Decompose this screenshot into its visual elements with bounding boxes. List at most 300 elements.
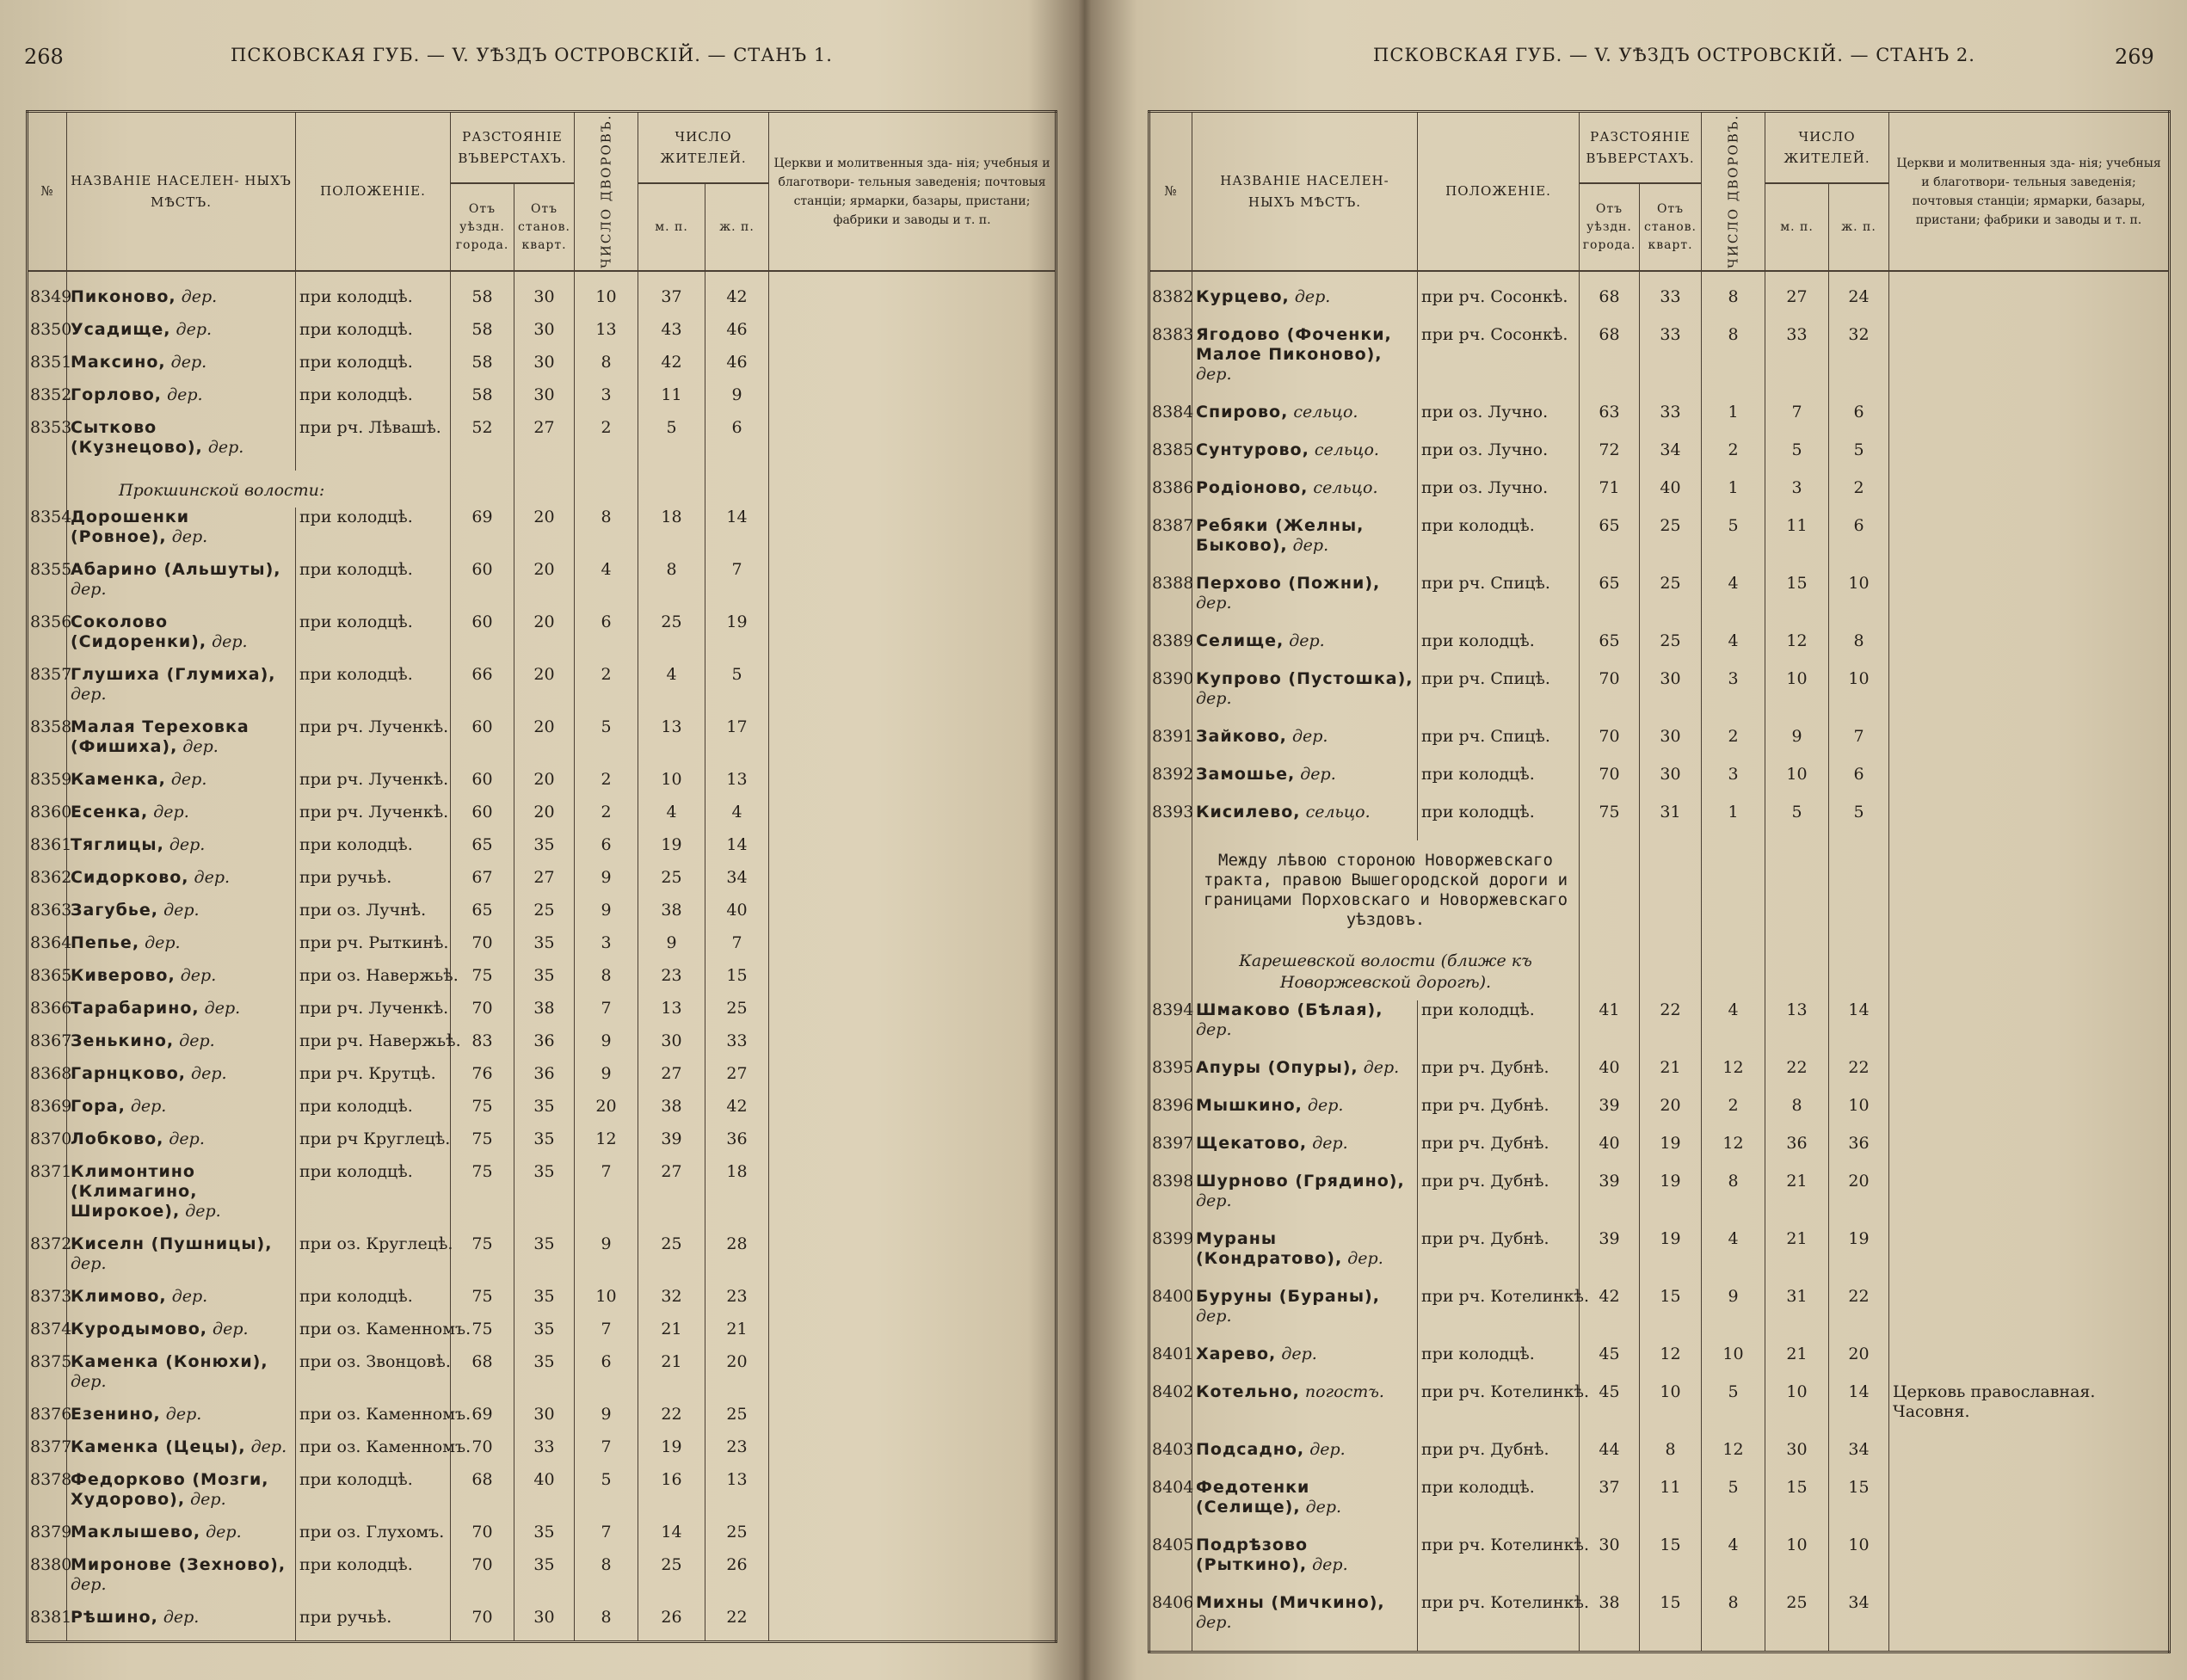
churches-note <box>769 717 1057 770</box>
place-name <box>67 508 296 560</box>
female-count: 34 <box>705 868 769 901</box>
place-name <box>67 612 296 665</box>
churches-note <box>1889 1229 2170 1287</box>
female-count: 10 <box>1829 1535 1889 1593</box>
yards-count: 8 <box>1702 1172 1765 1229</box>
settlement-kind: дер. <box>1196 365 1232 385</box>
female-count: 22 <box>1829 1058 1889 1096</box>
male-count: 3 <box>1765 478 1829 516</box>
settlement-kind: дер. <box>176 320 213 340</box>
distance-stan: 20 <box>1640 1096 1702 1134</box>
female-count: 14 <box>1829 1000 1889 1058</box>
churches-note <box>769 868 1057 901</box>
male-count: 16 <box>638 1470 705 1523</box>
place-name-text: Климово, <box>71 1287 167 1307</box>
yards-count: 20 <box>575 1097 638 1129</box>
position: при оз. Лучнѣ. <box>296 901 451 933</box>
distance-stan: 20 <box>514 612 575 665</box>
yards-count: 1 <box>1702 403 1765 440</box>
yards-count: 8 <box>575 966 638 999</box>
distance-town: 44 <box>1580 1440 1640 1478</box>
row-number: 8362 <box>30 868 72 888</box>
place-name <box>67 1129 296 1162</box>
place-name-text: Михны (Мичкино), <box>1196 1593 1385 1613</box>
female-count: 42 <box>705 271 769 320</box>
col-header-from-stan: Отъ станов. кварт. <box>514 183 575 271</box>
distance-stan: 25 <box>1640 574 1702 631</box>
settlement-kind: дер. <box>1305 1498 1342 1517</box>
row-number <box>1149 840 1192 1000</box>
female-count: 46 <box>705 320 769 353</box>
settlement-kind: дер. <box>1289 631 1325 651</box>
place-name-text: Ягодово (Фоченки, Малое Пиконово), <box>1196 325 1392 365</box>
row-number: 8392 <box>1152 765 1194 785</box>
place-name <box>1192 1134 1418 1172</box>
place-name-text: Котельно, <box>1196 1382 1300 1402</box>
row-number: 8383 <box>1152 325 1194 345</box>
settlement-kind: дер. <box>212 632 248 652</box>
churches-note <box>769 385 1057 418</box>
distance-stan: 33 <box>1640 271 1702 325</box>
empty-cell <box>1149 1651 1192 1652</box>
row-number: 8370 <box>30 1129 72 1149</box>
female-count: 19 <box>705 612 769 665</box>
distance-stan: 20 <box>514 803 575 835</box>
yards-count: 3 <box>575 933 638 966</box>
yards-count: 7 <box>575 999 638 1031</box>
empty-cell <box>575 1640 638 1642</box>
table-row <box>28 1437 1057 1470</box>
yards-count: 8 <box>1702 325 1765 403</box>
distance-town: 65 <box>1580 574 1640 631</box>
distance-town: 41 <box>1580 1000 1640 1058</box>
row-number: 8386 <box>1152 478 1194 498</box>
female-count: 25 <box>705 999 769 1031</box>
row-number: 8364 <box>30 933 72 953</box>
position: при оз. Каменномъ. <box>296 1437 451 1470</box>
place-name-text: Киверово, <box>71 966 176 986</box>
table-row <box>1149 727 2170 765</box>
position: при оз. Лучно. <box>1418 440 1580 478</box>
place-name <box>1192 325 1418 403</box>
table-row <box>28 1470 1057 1523</box>
distance-stan: 38 <box>514 999 575 1031</box>
female-count: 40 <box>705 901 769 933</box>
distance-town: 65 <box>451 835 514 868</box>
distance-town: 45 <box>1580 1345 1640 1382</box>
table-row <box>28 1162 1057 1234</box>
female-count: 27 <box>705 1064 769 1097</box>
distance-town: 68 <box>1580 325 1640 403</box>
place-name <box>67 353 296 385</box>
row-number: 8398 <box>1152 1172 1194 1191</box>
row-number: 8395 <box>1152 1058 1194 1078</box>
position: при колодцѣ. <box>296 271 451 320</box>
table-row <box>28 320 1057 353</box>
distance-town: 70 <box>451 1437 514 1470</box>
female-count: 14 <box>1829 1382 1889 1440</box>
distance-stan: 35 <box>514 1234 575 1287</box>
place-name-text: Гарнцково, <box>71 1064 186 1084</box>
female-count: 6 <box>1829 765 1889 803</box>
col-header-male: м. п. <box>1765 183 1829 271</box>
row-number <box>28 471 67 508</box>
distance-stan: 27 <box>514 868 575 901</box>
place-name <box>67 999 296 1031</box>
female-count: 15 <box>705 966 769 999</box>
place-name <box>1192 1478 1418 1535</box>
female-count: 20 <box>1829 1172 1889 1229</box>
male-count: 38 <box>638 901 705 933</box>
row-number: 8376 <box>30 1405 72 1425</box>
position: при рч. Навержьѣ. <box>296 1031 451 1064</box>
place-name-text: Куродымово, <box>71 1320 207 1339</box>
male-count: 21 <box>1765 1345 1829 1382</box>
row-number: 8349 <box>30 287 72 307</box>
place-name <box>67 1437 296 1470</box>
yards-count: 2 <box>575 418 638 471</box>
male-count: 33 <box>1765 325 1829 403</box>
settlement-kind: дер. <box>250 1437 287 1457</box>
yards-count: 4 <box>1702 1000 1765 1058</box>
distance-town: 60 <box>451 770 514 803</box>
distance-stan: 20 <box>514 508 575 560</box>
female-count: 22 <box>1829 1287 1889 1345</box>
place-name-text: Горлово, <box>71 385 163 405</box>
distance-town: 83 <box>451 1031 514 1064</box>
female-count: 8 <box>1829 631 1889 669</box>
position: при рч Круглецѣ. <box>296 1129 451 1162</box>
distance-town: 39 <box>1580 1096 1640 1134</box>
table-row <box>28 508 1057 560</box>
row-number: 8404 <box>1152 1478 1194 1498</box>
distance-stan: 40 <box>514 1470 575 1523</box>
distance-stan: 35 <box>514 933 575 966</box>
right-page <box>1117 0 2187 1680</box>
col-header-position: ПОЛОЖЕНІЕ. <box>1418 112 1580 272</box>
place-name-text: Мураны (Кондратово), <box>1196 1229 1343 1269</box>
distance-stan: 15 <box>1640 1593 1702 1651</box>
col-header-name: НАЗВАНІЕ НАСЕЛЕН- НЫХЪ МѢСТЪ. <box>1192 112 1418 272</box>
distance-town: 70 <box>451 1608 514 1640</box>
distance-stan: 30 <box>514 385 575 418</box>
male-count: 37 <box>638 271 705 320</box>
churches-note <box>769 1162 1057 1234</box>
distance-stan: 35 <box>514 835 575 868</box>
place-name-text: Родіоново, <box>1196 478 1309 498</box>
churches-note <box>1889 1440 2170 1478</box>
male-count: 25 <box>638 612 705 665</box>
register-body-left <box>28 271 1057 1642</box>
yards-count: 5 <box>1702 1382 1765 1440</box>
settlement-kind: дер. <box>1347 1249 1383 1269</box>
position: при колодцѣ. <box>296 1162 451 1234</box>
place-name-text: Замошье, <box>1196 765 1296 785</box>
distance-stan: 20 <box>514 665 575 717</box>
place-name-text: Тарабарино, <box>71 999 200 1018</box>
settlement-kind: дер. <box>171 527 208 547</box>
female-count: 26 <box>705 1555 769 1608</box>
place-name <box>67 1162 296 1234</box>
female-count: 7 <box>705 933 769 966</box>
yards-count: 10 <box>575 271 638 320</box>
table-row <box>28 1064 1057 1097</box>
row-number: 8356 <box>30 612 72 632</box>
yards-count: 9 <box>575 1405 638 1437</box>
table-row <box>28 385 1057 418</box>
yards-count: 12 <box>1702 1440 1765 1478</box>
table-row <box>28 1608 1057 1640</box>
settlement-kind: дер. <box>213 1320 249 1339</box>
female-count: 19 <box>1829 1229 1889 1287</box>
row-number: 8365 <box>30 966 72 986</box>
table-row <box>28 1523 1057 1555</box>
female-count: 14 <box>705 508 769 560</box>
female-count: 46 <box>705 353 769 385</box>
position: при рч. Спицѣ. <box>1418 669 1580 727</box>
yards-count: 6 <box>575 1352 638 1405</box>
distance-stan: 30 <box>1640 765 1702 803</box>
position: при рч. Лученкѣ. <box>296 770 451 803</box>
male-count: 13 <box>1765 1000 1829 1058</box>
yards-count: 4 <box>575 560 638 612</box>
position: при колодцѣ. <box>1418 803 1580 840</box>
empty-cell <box>1418 1651 1580 1652</box>
empty-cell <box>638 1640 705 1642</box>
female-count: 22 <box>705 1608 769 1640</box>
churches-note <box>1889 403 2170 440</box>
row-number: 8368 <box>30 1064 72 1084</box>
place-name <box>1192 1345 1418 1382</box>
churches-note <box>1889 1535 2170 1593</box>
place-name <box>67 1523 296 1555</box>
position: при рч. Котелинкѣ. <box>1418 1382 1580 1440</box>
yards-count: 9 <box>1702 1287 1765 1345</box>
settlement-kind: сельцо. <box>1314 440 1379 460</box>
female-count: 23 <box>705 1437 769 1470</box>
male-count: 22 <box>1765 1058 1829 1096</box>
place-name <box>1192 1382 1418 1440</box>
yards-count: 2 <box>575 665 638 717</box>
female-count: 25 <box>705 1405 769 1437</box>
place-name-text: Рѣшино, <box>71 1608 158 1628</box>
distance-stan: 12 <box>1640 1345 1702 1382</box>
place-name <box>67 966 296 999</box>
empty-cell <box>705 471 769 508</box>
place-name <box>1192 1058 1418 1096</box>
row-number: 8380 <box>30 1555 72 1575</box>
female-count: 34 <box>1829 1593 1889 1651</box>
row-number: 8388 <box>1152 574 1194 594</box>
empty-cell <box>638 471 705 508</box>
place-name-text: Тяглицы, <box>71 835 164 855</box>
table-row <box>1149 478 2170 516</box>
settlement-kind: дер. <box>153 803 189 822</box>
distance-town: 30 <box>1580 1535 1640 1593</box>
yards-count: 8 <box>575 1555 638 1608</box>
table-row <box>1149 1382 2170 1440</box>
male-count: 30 <box>1765 1440 1829 1478</box>
row-number: 8361 <box>30 835 72 855</box>
settlement-kind: дер. <box>1312 1134 1348 1154</box>
female-count: 32 <box>1829 325 1889 403</box>
table-row <box>28 271 1057 320</box>
position: при рч. Лученкѣ. <box>296 803 451 835</box>
row-number: 8394 <box>1152 1000 1194 1020</box>
settlement-kind: дер. <box>71 1254 107 1274</box>
place-name <box>1192 765 1418 803</box>
position: при рч. Котелинкѣ. <box>1418 1535 1580 1593</box>
male-count: 11 <box>638 385 705 418</box>
place-name <box>1192 440 1418 478</box>
table-row <box>1149 516 2170 574</box>
settlement-kind: дер. <box>170 770 207 790</box>
empty-cell <box>1829 840 1889 1000</box>
empty-cell <box>1580 840 1640 1000</box>
place-name <box>67 933 296 966</box>
male-count: 5 <box>638 418 705 471</box>
settlement-kind: дер. <box>163 901 200 920</box>
churches-note <box>769 803 1057 835</box>
table-row <box>28 418 1057 471</box>
churches-note <box>769 1608 1057 1640</box>
churches-note <box>1889 631 2170 669</box>
position: при оз. Лучно. <box>1418 478 1580 516</box>
churches-note <box>1889 1478 2170 1535</box>
row-number: 8381 <box>30 1608 72 1628</box>
distance-stan: 31 <box>1640 803 1702 840</box>
churches-note <box>769 1437 1057 1470</box>
distance-town: 58 <box>451 271 514 320</box>
male-count: 21 <box>638 1352 705 1405</box>
place-name-text: Абарино (Альшуты), <box>71 560 281 580</box>
distance-stan: 36 <box>514 1064 575 1097</box>
distance-stan: 20 <box>514 717 575 770</box>
table-row <box>28 901 1057 933</box>
distance-town: 68 <box>1580 271 1640 325</box>
churches-note <box>769 1555 1057 1608</box>
row-number: 8355 <box>30 560 72 580</box>
volost-heading: Карешевской волости (ближе къ Новоржевской дорогѣ). <box>1239 951 1532 993</box>
table-row <box>1149 1134 2170 1172</box>
churches-note <box>769 1352 1057 1405</box>
boundary-heading-row <box>1149 840 2170 1000</box>
place-name-text: Федотенки (Селище), <box>1196 1478 1310 1517</box>
yards-count: 2 <box>575 770 638 803</box>
female-count: 9 <box>705 385 769 418</box>
settlement-kind: дер. <box>1196 689 1232 709</box>
table-row <box>28 1287 1057 1320</box>
table-row <box>28 1234 1057 1287</box>
place-name-text: Зайково, <box>1196 727 1287 747</box>
place-name <box>1192 1229 1418 1287</box>
distance-town: 71 <box>1580 478 1640 516</box>
settlement-kind: сельцо. <box>1313 478 1378 498</box>
table-row <box>1149 574 2170 631</box>
churches-note <box>1889 1096 2170 1134</box>
row-number: 8360 <box>30 803 72 822</box>
settlement-kind: дер. <box>130 1097 167 1117</box>
position: при колодцѣ. <box>1418 1345 1580 1382</box>
male-count: 4 <box>638 665 705 717</box>
distance-stan: 33 <box>1640 403 1702 440</box>
table-row <box>28 803 1057 835</box>
position: при рч. Котелинкѣ. <box>1418 1287 1580 1345</box>
male-count: 8 <box>638 560 705 612</box>
distance-stan: 34 <box>1640 440 1702 478</box>
male-count: 27 <box>1765 271 1829 325</box>
female-count: 33 <box>705 1031 769 1064</box>
yards-count: 5 <box>575 717 638 770</box>
settlement-kind: дер. <box>1363 1058 1400 1078</box>
place-name-text: Буруны (Бураны), <box>1196 1287 1380 1307</box>
yards-count: 6 <box>575 612 638 665</box>
register-table-right <box>1148 110 2171 1653</box>
female-count: 25 <box>705 1523 769 1555</box>
distance-stan: 30 <box>514 1608 575 1640</box>
empty-cell <box>514 471 575 508</box>
col-header-from-town: Отъ уѣздн. города. <box>451 183 514 271</box>
churches-note <box>1889 440 2170 478</box>
yards-count: 7 <box>575 1437 638 1470</box>
row-number: 8387 <box>1152 516 1194 536</box>
table-row <box>1149 1096 2170 1134</box>
row-number: 8354 <box>30 508 72 527</box>
table-row <box>28 1097 1057 1129</box>
row-number: 8369 <box>30 1097 72 1117</box>
place-name <box>1192 1096 1418 1134</box>
distance-stan: 19 <box>1640 1134 1702 1172</box>
position: при оз. Каменномъ. <box>296 1320 451 1352</box>
distance-town: 40 <box>1580 1058 1640 1096</box>
settlement-kind: дер. <box>71 580 107 600</box>
male-count: 27 <box>638 1162 705 1234</box>
place-name <box>67 665 296 717</box>
distance-town: 75 <box>451 1287 514 1320</box>
position: при рч. Лученкѣ. <box>296 717 451 770</box>
distance-town: 45 <box>1580 1382 1640 1440</box>
empty-cell <box>296 1640 451 1642</box>
settlement-kind: дер. <box>71 1575 107 1595</box>
place-name-text: Подрѣзово (Рыткино), <box>1196 1535 1309 1575</box>
row-number: 8358 <box>30 717 72 737</box>
distance-stan: 30 <box>514 1405 575 1437</box>
settlement-kind: дер. <box>185 1202 221 1222</box>
yards-count: 5 <box>1702 1478 1765 1535</box>
table-row <box>1149 765 2170 803</box>
table-row <box>28 717 1057 770</box>
place-name-text: Киселн (Пушницы), <box>71 1234 273 1254</box>
distance-town: 65 <box>1580 516 1640 574</box>
empty-cell <box>1765 840 1829 1000</box>
distance-stan: 10 <box>1640 1382 1702 1440</box>
place-name-text: Ребяки (Желны, Быково), <box>1196 516 1365 556</box>
place-name <box>1192 669 1418 727</box>
position: при колодцѣ. <box>296 508 451 560</box>
place-name-text: Сытково (Кузнецово), <box>71 418 203 458</box>
yards-count: 8 <box>1702 1593 1765 1651</box>
table-row <box>28 835 1057 868</box>
row-number: 8389 <box>1152 631 1194 651</box>
churches-note <box>1889 803 2170 840</box>
yards-count: 9 <box>575 1064 638 1097</box>
table-row <box>28 1129 1057 1162</box>
page-header: ПСКОВСКАЯ ГУБ. — V. УѢЗДЪ ОСТРОВСКІЙ. — СТАНЪ 2. <box>1373 45 1975 65</box>
settlement-kind: сельцо. <box>1305 803 1371 822</box>
settlement-kind: дер. <box>169 1129 205 1149</box>
place-name <box>67 868 296 901</box>
male-count: 5 <box>1765 440 1829 478</box>
